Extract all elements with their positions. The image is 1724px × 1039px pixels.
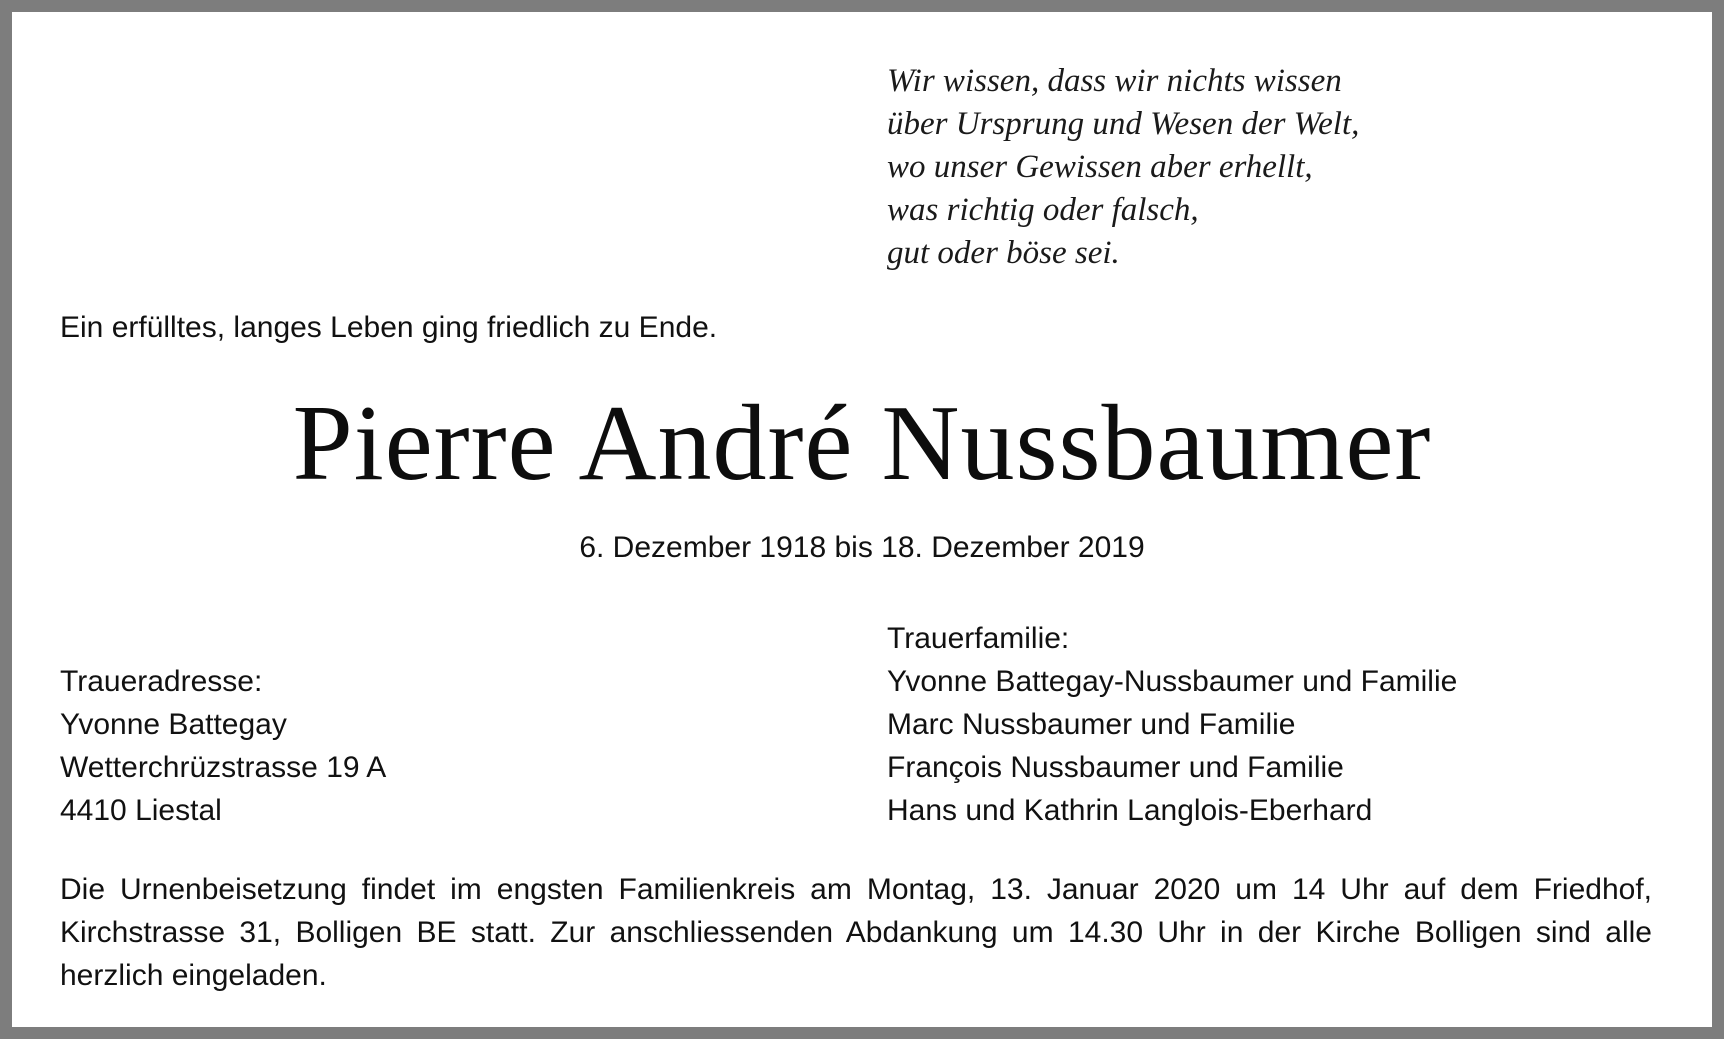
- obituary-notice: [12, 12, 1712, 1027]
- family-member: Hans und Kathrin Langlois-Eberhard: [887, 794, 1373, 827]
- family-heading: Trauerfamilie:: [887, 622, 1070, 655]
- poem-line: wo unser Gewissen aber erhellt,: [887, 149, 1313, 185]
- poem-line: was richtig oder falsch,: [887, 192, 1199, 228]
- poem-line: gut oder böse sei.: [887, 235, 1120, 271]
- intro-sentence: Ein erfülltes, langes Leben ging friedlich zu Ende.: [60, 311, 718, 344]
- ceremony-details: Die Urnenbeisetzung findet im engsten Familienkreis am Montag, 13. Januar 2020 um 14 Uhr auf dem Friedhof, Kirchstrasse 31, Bolligen BE statt. Zur anschliessenden Abdankung um 14.30 Uhr in der Kirche Bolligen sind alle herzlich eingeladen.: [60, 873, 1652, 992]
- address-line: Yvonne Battegay: [60, 708, 287, 741]
- life-dates: 6. Dezember 1918 bis 18. Dezember 2019: [579, 531, 1145, 564]
- poem-line: über Ursprung und Wesen der Welt,: [887, 106, 1360, 142]
- address-heading: Traueradresse:: [60, 665, 263, 698]
- family-member: Yvonne Battegay-Nussbaumer und Familie: [887, 665, 1458, 698]
- mourning-address: [60, 660, 386, 832]
- mourning-family: [887, 617, 1457, 832]
- address-line: 4410 Liestal: [60, 794, 222, 827]
- address-line: Wetterchrüzstrasse 19 A: [60, 751, 387, 784]
- poem-quote: [887, 60, 1359, 275]
- deceased-name: Pierre André Nussbaumer: [292, 384, 1432, 503]
- family-member: Marc Nussbaumer und Familie: [887, 708, 1296, 741]
- poem-line: Wir wissen, dass wir nichts wissen: [887, 63, 1342, 99]
- family-member: François Nussbaumer und Familie: [887, 751, 1344, 784]
